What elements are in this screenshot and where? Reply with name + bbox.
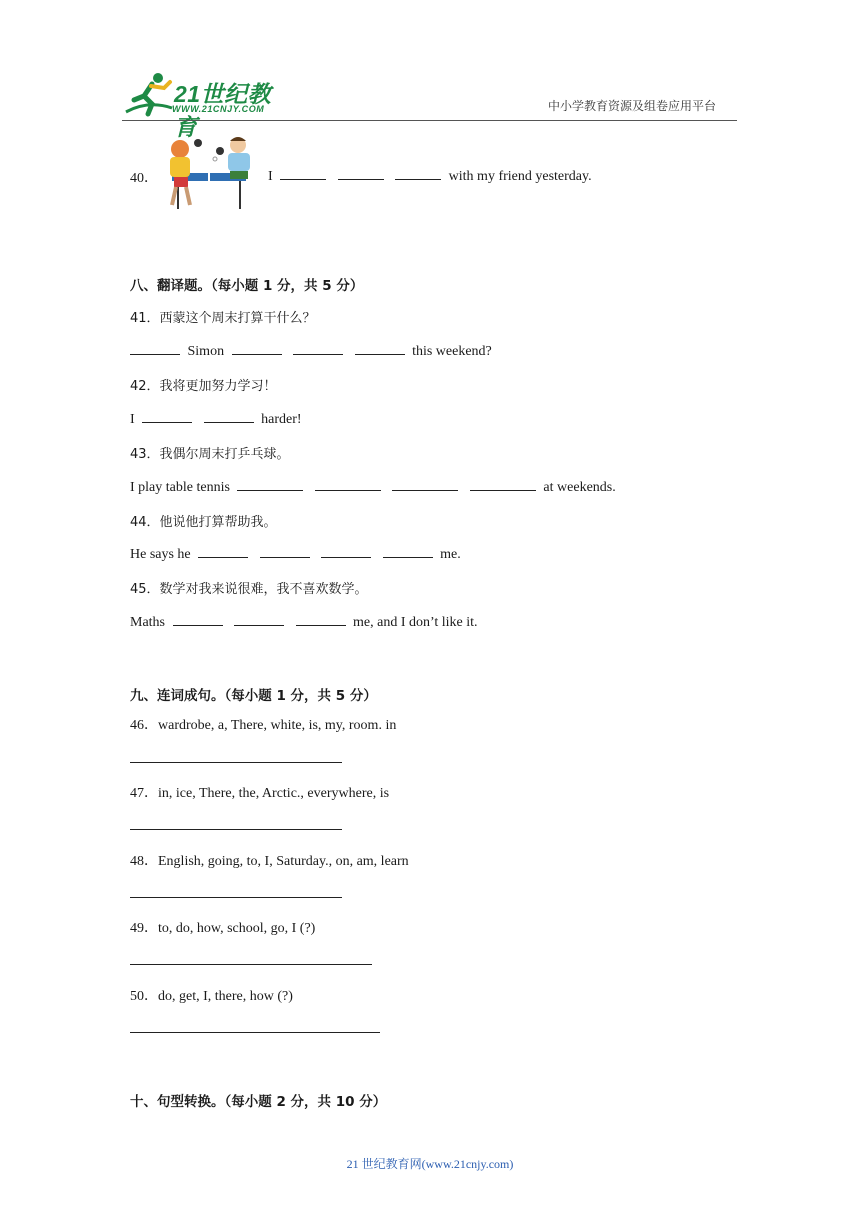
answer-blank[interactable]	[315, 478, 381, 491]
question-48-words: 48．English, going, to, I, Saturday., on, am, learn	[130, 854, 409, 869]
question-42-chinese: 42．我将更加努力学习！	[130, 379, 277, 394]
sentence-part: me, and I don’t like it.	[353, 615, 478, 630]
question-44-chinese: 44．他说他打算帮助我。	[130, 515, 277, 530]
table-tennis-players-icon	[160, 135, 260, 213]
sentence-part: this weekend?	[412, 344, 492, 359]
answer-blank[interactable]	[355, 342, 405, 355]
answer-line[interactable]	[130, 1032, 380, 1033]
sentence-part: harder!	[261, 412, 302, 427]
answer-line[interactable]	[130, 762, 342, 763]
sentence-suffix: with my friend yesterday.	[448, 169, 592, 184]
question-46-words: 46．wardrobe, a, There, white, is, my, room. in	[130, 718, 397, 733]
runner-logo-icon	[122, 70, 174, 118]
answer-blank[interactable]	[470, 478, 536, 491]
question-42-answer	[130, 410, 302, 428]
sentence-part: me.	[440, 547, 461, 562]
section-9-heading: 九、连词成句。（每小题 1 分，共 5 分）	[130, 688, 377, 704]
site-logo	[122, 70, 292, 140]
question-45-chinese: 45．数学对我来说很难，我不喜欢数学。	[130, 582, 368, 597]
sentence-part: at weekends.	[543, 480, 616, 495]
answer-blank[interactable]	[173, 613, 223, 626]
question-43-answer	[130, 478, 616, 496]
answer-blank[interactable]	[293, 342, 343, 355]
question-number: 40．	[130, 171, 158, 186]
question-41-answer	[130, 342, 492, 360]
answer-blank[interactable]	[260, 545, 310, 558]
question-44-answer	[130, 545, 461, 563]
sentence-prefix: I	[268, 169, 273, 184]
question-43-chinese: 43．我偶尔周末打乒乓球。	[130, 447, 290, 462]
answer-blank[interactable]	[392, 478, 458, 491]
answer-blank[interactable]	[237, 478, 303, 491]
answer-blank[interactable]	[198, 545, 248, 558]
sentence-part: Maths	[130, 615, 165, 630]
answer-blank[interactable]	[395, 167, 441, 180]
question-47-words: 47．in, ice, There, the, Arctic., everywhere, is	[130, 786, 390, 801]
answer-line[interactable]	[130, 897, 342, 898]
answer-blank[interactable]	[232, 342, 282, 355]
platform-name: 中小学教育资源及组卷应用平台	[548, 99, 717, 113]
answer-blank[interactable]	[130, 342, 180, 355]
question-40-sentence	[268, 167, 592, 185]
answer-blank[interactable]	[296, 613, 346, 626]
section-8-heading: 八、翻译题。（每小题 1 分，共 5 分）	[130, 278, 364, 294]
header-divider	[122, 120, 737, 121]
answer-blank[interactable]	[234, 613, 284, 626]
answer-blank[interactable]	[142, 410, 192, 423]
answer-line[interactable]	[130, 829, 342, 830]
logo-url: WWW.21CNJY.COM	[172, 104, 265, 114]
answer-line[interactable]	[130, 964, 372, 965]
answer-blank[interactable]	[280, 167, 326, 180]
table-tennis-illustration	[160, 135, 260, 213]
answer-blank[interactable]	[204, 410, 254, 423]
section-10-heading: 十、句型转换。（每小题 2 分，共 10 分）	[130, 1094, 387, 1110]
answer-blank[interactable]	[338, 167, 384, 180]
answer-blank[interactable]	[383, 545, 433, 558]
page-footer: 21 世纪教育网(www.21cnjy.com)	[346, 1157, 514, 1171]
sentence-part: I	[130, 412, 135, 427]
sentence-part: Simon	[187, 344, 225, 359]
question-45-answer	[130, 613, 478, 631]
question-41-chinese: 41．西蒙这个周末打算干什么？	[130, 311, 316, 326]
sentence-part: I play table tennis	[130, 480, 230, 495]
answer-blank[interactable]	[321, 545, 371, 558]
question-40	[130, 167, 158, 187]
logo-text: 21世纪教育	[174, 81, 272, 140]
question-49-words: 49．to, do, how, school, go, I (?)	[130, 921, 316, 936]
question-50-words: 50．do, get, I, there, how (?)	[130, 989, 293, 1004]
sentence-part: He says he	[130, 547, 191, 562]
